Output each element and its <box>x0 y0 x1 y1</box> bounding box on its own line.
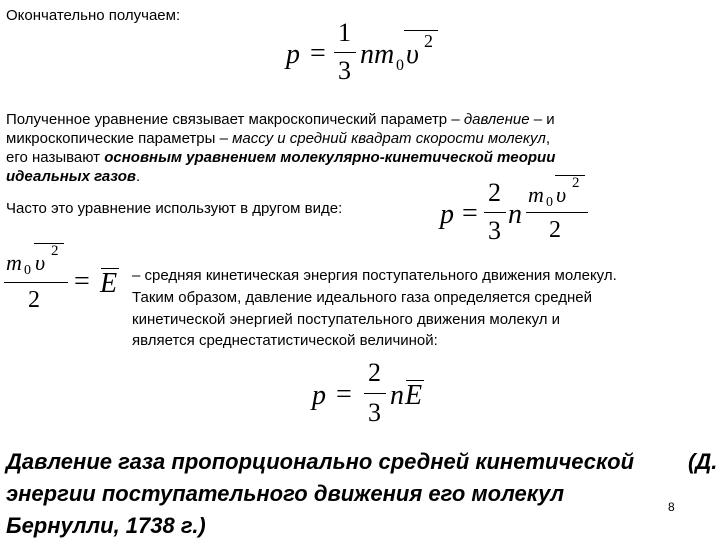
para1-line1-a: Полученное уравнение связывает макроскопический параметр – <box>6 111 464 128</box>
conclusion-line3: Бернулли, 1738 г.) <box>6 513 206 538</box>
f3-m: m <box>6 250 22 275</box>
page-number: 8 <box>668 500 675 514</box>
para1-line1-c: – и <box>529 111 555 128</box>
f2-v-sup: 2 <box>572 175 580 191</box>
f4-n: n <box>390 380 404 411</box>
para1-line2 <box>6 129 550 148</box>
f1-v-sup: 2 <box>424 31 433 51</box>
para1-line2-c: , <box>545 130 550 147</box>
f3-v-sup: 2 <box>51 243 59 259</box>
para1-line3-a: его называют <box>6 149 105 166</box>
conclusion <box>6 446 718 542</box>
f1-p: p <box>286 39 300 70</box>
f2-m: m <box>528 182 544 207</box>
para1-line4 <box>6 167 140 186</box>
f2-num: 2 <box>488 178 501 207</box>
f2-fraction-bar-2 <box>526 212 588 213</box>
f2-fraction-bar <box>484 212 506 213</box>
conclusion-line1: Давление газа пропорционально средней кинетической <box>6 449 635 474</box>
para1-line4-a: идеальных газов <box>6 168 136 185</box>
f2-v: υ <box>556 182 567 207</box>
f3-den: 2 <box>28 287 40 313</box>
para2-text: Часто это уравнение используют в другом виде: <box>6 200 343 217</box>
f2-m-sub: 0 <box>546 195 553 210</box>
para3-line2: Таким образом, давление идеального газа определяется средней <box>132 289 592 306</box>
f2-p: p <box>440 199 454 230</box>
f3-fraction-bar <box>4 282 68 283</box>
f3-m-sub: 0 <box>24 263 31 278</box>
para1-line4-b: . <box>135 168 141 185</box>
f2-n: n <box>508 199 522 230</box>
f2-den-2: 2 <box>549 217 561 243</box>
f4-num: 2 <box>368 358 381 387</box>
f1-m-sub: 0 <box>396 57 404 74</box>
f1-v: υ <box>406 39 419 70</box>
f1-num: 1 <box>338 18 351 47</box>
f3-eq: = <box>74 266 90 297</box>
f3-v: υ <box>35 250 46 275</box>
intro-text: Окончательно получаем: <box>6 7 181 24</box>
f4-p: p <box>312 380 326 411</box>
para1-line3-b: основным уравнением молекулярно-кинетической теории <box>104 149 556 166</box>
para1-line2-a: микроскопические параметры – <box>6 130 233 147</box>
para1-line2-b: массу и средний квадрат скорости молекул <box>232 130 546 147</box>
f4-fraction-bar <box>364 393 386 394</box>
para3-line4: является среднестатистической величиной: <box>132 332 438 349</box>
conclusion-citation-start: (Д. <box>688 449 718 474</box>
f1-fraction-bar <box>334 52 356 53</box>
f4-den: 3 <box>368 398 381 427</box>
para3-line1: – средняя кинетическая энергия поступательного движения молекул. <box>132 267 617 284</box>
para1-line1-b: давление <box>463 111 530 128</box>
f3-E: E <box>100 268 118 299</box>
para1-line1 <box>6 110 555 129</box>
para3-line3: кинетической энергией поступательного движения молекул и <box>132 311 561 328</box>
f1-eq: = <box>310 38 326 69</box>
f1-m: m <box>374 39 395 70</box>
f1-den: 3 <box>338 56 351 85</box>
f2-overline <box>555 175 585 176</box>
f4-E: E <box>405 380 423 411</box>
para1-line3 <box>6 148 555 167</box>
f1-n: n <box>360 39 374 70</box>
f4-eq: = <box>336 379 352 410</box>
f3-overline <box>34 243 64 244</box>
conclusion-line2-text: энергии поступательного движения его молекул <box>6 481 565 506</box>
f2-den: 3 <box>488 216 501 245</box>
f2-eq: = <box>462 198 478 229</box>
